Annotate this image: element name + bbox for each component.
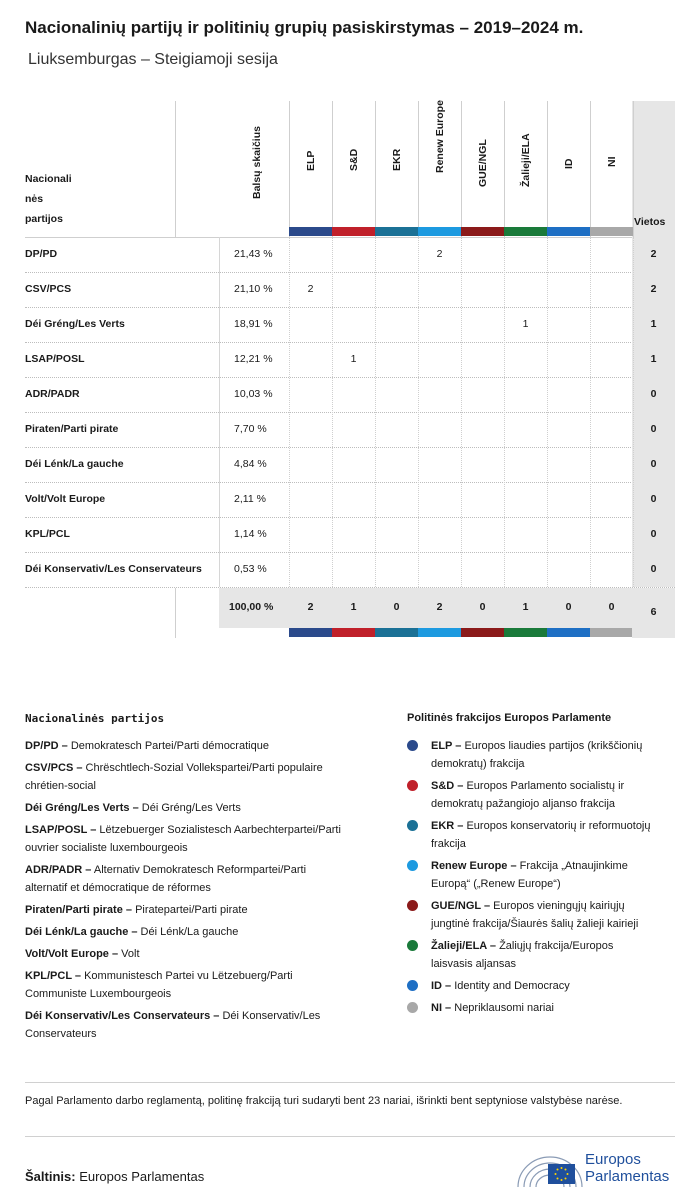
legend-item bbox=[431, 857, 681, 893]
legend-desc: Communiste Luxembourgeois bbox=[25, 988, 172, 1000]
legend-abbr: Déi Gréng/Les Verts – bbox=[25, 802, 139, 814]
vote-share: 21,43 % bbox=[234, 248, 273, 260]
seat-count: 2 bbox=[307, 283, 314, 295]
party-name: DP/PD bbox=[25, 248, 58, 260]
group-color-bar bbox=[375, 227, 418, 236]
votes-header: Balsų skaičius bbox=[251, 126, 263, 199]
legend-desc: frakcija bbox=[431, 838, 466, 850]
source-value: Europos Parlamentas bbox=[79, 1169, 205, 1184]
seats-total: 0 bbox=[632, 552, 675, 587]
vote-share: 10,03 % bbox=[234, 388, 273, 400]
grand-total: 6 bbox=[632, 588, 675, 638]
legend-item bbox=[25, 799, 365, 817]
legend-desc: jungtinė frakcija/Šiaurės šalių žalieji kairieji bbox=[431, 918, 639, 930]
legend-desc: Kommunistesch Partei vu Lëtzebuerg/Parti bbox=[84, 970, 293, 982]
legend-abbr: CSV/PCS – bbox=[25, 762, 83, 774]
legend-desc: Europos vieningųjų kairiųjų bbox=[493, 900, 625, 912]
group-header: NI bbox=[606, 156, 618, 167]
legend-abbr: ID – bbox=[431, 980, 452, 992]
legend-desc: Conservateurs bbox=[25, 1028, 97, 1040]
group-color-dot bbox=[407, 780, 418, 791]
total-votes: 100,00 % bbox=[229, 601, 274, 613]
vote-share: 2,11 % bbox=[234, 493, 266, 505]
group-color-dot bbox=[407, 860, 418, 871]
group-color-bar bbox=[375, 628, 418, 637]
row-divider bbox=[25, 552, 675, 553]
seat-count: 1 bbox=[350, 353, 357, 365]
legend-item bbox=[25, 821, 365, 857]
legend-abbr: Žalieji/ELA – bbox=[431, 940, 497, 952]
group-color-bar bbox=[461, 227, 504, 236]
legend-heading: Politinės frakcijos Europos Parlamente bbox=[407, 712, 612, 724]
row-header-line: Nacionali bbox=[25, 173, 72, 185]
total-seat-count: 2 bbox=[436, 601, 443, 613]
legend-desc: Europą“ („Renew Europe“) bbox=[431, 878, 561, 890]
total-seat-count: 1 bbox=[350, 601, 357, 613]
legend-heading: Nacionalinės partijos bbox=[25, 712, 165, 725]
page-subtitle: Liuksemburgas – Steigiamoji sesija bbox=[28, 51, 278, 68]
column-divider bbox=[375, 237, 376, 587]
legend-abbr: DP/PD – bbox=[25, 740, 68, 752]
row-divider bbox=[25, 307, 675, 308]
legend-abbr: ELP – bbox=[431, 740, 462, 752]
legend-item bbox=[25, 759, 365, 795]
party-name: ADR/PADR bbox=[25, 388, 80, 400]
seats-total: 0 bbox=[632, 377, 675, 412]
group-color-dot bbox=[407, 740, 418, 751]
group-color-dot bbox=[407, 900, 418, 911]
seats-total: 0 bbox=[632, 447, 675, 482]
group-header: GUE/NGL bbox=[477, 139, 489, 187]
column-divider bbox=[547, 237, 548, 587]
row-header-label bbox=[25, 169, 72, 229]
seat-count: 1 bbox=[522, 318, 529, 330]
legend-desc: Europos liaudies partijos (krikščionių bbox=[464, 740, 643, 752]
group-color-bar bbox=[590, 628, 633, 637]
header-divider bbox=[547, 101, 548, 237]
total-seat-count: 0 bbox=[393, 601, 400, 613]
row-divider bbox=[25, 517, 675, 518]
legend-abbr: Volt/Volt Europe – bbox=[25, 948, 119, 960]
legend-desc: Déi Lénk/La gauche bbox=[140, 926, 239, 938]
header-divider bbox=[175, 101, 176, 237]
legend-abbr: Renew Europe – bbox=[431, 860, 517, 872]
vote-share: 7,70 % bbox=[234, 423, 267, 435]
legend-item bbox=[431, 937, 681, 973]
distribution-table bbox=[25, 101, 675, 638]
divider bbox=[25, 1082, 675, 1083]
legend-desc: Lëtzebuerger Sozialistesch Aarbechterpartei/Parti bbox=[99, 824, 341, 836]
legend-abbr: Déi Konservativ/Les Conservateurs – bbox=[25, 1010, 220, 1022]
party-name: Volt/Volt Europe bbox=[25, 493, 106, 505]
seats-total: 0 bbox=[632, 517, 675, 552]
vote-share: 4,84 % bbox=[234, 458, 267, 470]
column-divider bbox=[461, 237, 462, 587]
legend-abbr: KPL/PCL – bbox=[25, 970, 82, 982]
row-divider bbox=[25, 412, 675, 413]
group-color-dot bbox=[407, 980, 418, 991]
legend-desc: Déi Konservativ/Les bbox=[222, 1010, 321, 1022]
group-color-bar bbox=[547, 227, 590, 236]
divider bbox=[25, 1136, 675, 1137]
legend-desc: Nepriklausomi nariai bbox=[454, 1002, 554, 1014]
party-name: Déi Gréng/Les Verts bbox=[25, 318, 125, 330]
row-divider bbox=[25, 377, 675, 378]
legend-item bbox=[431, 999, 681, 1017]
legend-item bbox=[431, 897, 681, 933]
group-color-dot bbox=[407, 940, 418, 951]
legend-item bbox=[431, 817, 681, 853]
seat-count: 2 bbox=[436, 248, 443, 260]
group-color-bar bbox=[418, 227, 461, 236]
legend-item bbox=[431, 777, 681, 813]
legend-abbr: S&D – bbox=[431, 780, 464, 792]
group-color-bar bbox=[332, 227, 375, 236]
legend-desc: alternatif et démocratique de réformes bbox=[25, 882, 211, 894]
legend-desc: demokratų) frakcija bbox=[431, 758, 525, 770]
legend-abbr: EKR – bbox=[431, 820, 464, 832]
column-divider bbox=[418, 237, 419, 587]
legend-desc: Europos konservatorių ir reformuotojų bbox=[466, 820, 651, 832]
header-divider bbox=[461, 101, 462, 237]
group-color-dot bbox=[407, 820, 418, 831]
legend-item bbox=[431, 977, 681, 995]
legend-desc: Chrëschtlech-Sozial Vollekspartei/Parti populaire bbox=[85, 762, 323, 774]
seats-total: 0 bbox=[632, 482, 675, 517]
column-divider bbox=[504, 237, 505, 587]
legend-desc: Déi Gréng/Les Verts bbox=[141, 802, 241, 814]
logo-text bbox=[585, 1151, 669, 1185]
total-seat-count: 1 bbox=[522, 601, 529, 613]
party-name: CSV/PCS bbox=[25, 283, 72, 295]
total-seat-count: 2 bbox=[307, 601, 314, 613]
footnote: Pagal Parlamento darbo reglamentą, politinę frakciją turi sudaryti bent 23 nariai, išrinkti bent septyniose valstybėse narėse. bbox=[25, 1095, 623, 1107]
legend-item bbox=[431, 737, 681, 773]
legend-desc: Žaliųjų frakcija/Europos bbox=[499, 940, 614, 952]
legend-desc: ouvrier socialiste luxembourgeois bbox=[25, 842, 188, 854]
row-header-line: partijos bbox=[25, 213, 63, 225]
legend-desc: laisvasis aljansas bbox=[431, 958, 516, 970]
header-divider bbox=[332, 101, 333, 237]
group-header: ID bbox=[563, 158, 575, 169]
legend-desc: Alternativ Demokratesch Reformpartei/Parti bbox=[93, 864, 307, 876]
group-color-dot bbox=[407, 1002, 418, 1013]
row-divider bbox=[25, 342, 675, 343]
group-header: S&D bbox=[348, 148, 360, 171]
legend-desc: Demokratesch Partei/Parti démocratique bbox=[70, 740, 269, 752]
legend-item bbox=[25, 945, 365, 963]
party-name: Piraten/Parti pirate bbox=[25, 423, 119, 435]
column-divider bbox=[289, 237, 290, 587]
legend-item bbox=[25, 737, 365, 755]
legend-desc: Identity and Democracy bbox=[454, 980, 570, 992]
group-header: ELP bbox=[305, 150, 317, 171]
party-name: KPL/PCL bbox=[25, 528, 70, 540]
legend-abbr: ADR/PADR – bbox=[25, 864, 92, 876]
column-divider bbox=[590, 237, 591, 587]
logo-line: Europos bbox=[585, 1151, 641, 1168]
legend-item bbox=[25, 967, 365, 1003]
column-divider bbox=[219, 237, 220, 587]
group-color-bar bbox=[504, 628, 547, 637]
party-name: Déi Lénk/La gauche bbox=[25, 458, 124, 470]
legend-desc: Europos Parlamento socialistų ir bbox=[466, 780, 625, 792]
row-divider bbox=[25, 272, 675, 273]
source-label: Šaltinis: bbox=[25, 1169, 76, 1184]
legend-item bbox=[25, 1007, 365, 1043]
group-color-bar bbox=[332, 628, 375, 637]
seats-total: 2 bbox=[632, 237, 675, 272]
page-title: Nacionalinių partijų ir politinių grupių pasiskirstymas – 2019–2024 m. bbox=[25, 18, 584, 37]
legend-desc: Piratepartei/Parti pirate bbox=[135, 904, 248, 916]
legend-item bbox=[25, 901, 365, 919]
group-color-bar bbox=[289, 227, 332, 236]
seats-total: 1 bbox=[632, 342, 675, 377]
header-divider bbox=[375, 101, 376, 237]
row-divider bbox=[25, 447, 675, 448]
seats-total: 0 bbox=[632, 412, 675, 447]
legend-abbr: NI – bbox=[431, 1002, 452, 1014]
header-bottom-line bbox=[25, 237, 675, 238]
legend-item bbox=[25, 923, 365, 941]
seats-total: 2 bbox=[632, 272, 675, 307]
header-divider bbox=[418, 101, 419, 237]
row-divider bbox=[25, 482, 675, 483]
legend-desc: chrétien-social bbox=[25, 780, 96, 792]
total-seat-count: 0 bbox=[608, 601, 615, 613]
seats-header: Vietos bbox=[634, 216, 666, 228]
seats-total: 1 bbox=[632, 307, 675, 342]
legend-abbr: Déi Lénk/La gauche – bbox=[25, 926, 138, 938]
party-name: Déi Konservativ/Les Conservateurs bbox=[25, 563, 202, 575]
column-divider bbox=[633, 237, 634, 587]
legend-desc: Volt bbox=[121, 948, 140, 960]
group-header: Žalieji/ELA bbox=[520, 133, 532, 187]
header-divider bbox=[590, 101, 591, 237]
party-name: LSAP/POSL bbox=[25, 353, 85, 365]
header-divider bbox=[175, 588, 176, 638]
group-color-bar bbox=[547, 628, 590, 637]
legend-abbr: LSAP/POSL – bbox=[25, 824, 97, 836]
group-header: Renew Europe bbox=[434, 100, 446, 173]
vote-share: 18,91 % bbox=[234, 318, 273, 330]
group-color-bar bbox=[504, 227, 547, 236]
legend-desc: demokratų pažangiojo aljanso frakcija bbox=[431, 798, 616, 810]
vote-share: 12,21 % bbox=[234, 353, 273, 365]
total-seat-count: 0 bbox=[479, 601, 486, 613]
vote-share: 0,53 % bbox=[234, 563, 267, 575]
vote-share: 21,10 % bbox=[234, 283, 273, 295]
group-header: EKR bbox=[391, 148, 403, 171]
vote-share: 1,14 % bbox=[234, 528, 267, 540]
source-line bbox=[25, 1169, 204, 1184]
total-seat-count: 0 bbox=[565, 601, 572, 613]
legend-desc: Frakcija „Atnaujinkime bbox=[519, 860, 628, 872]
logo-line: Parlamentas bbox=[585, 1168, 670, 1185]
group-color-bar bbox=[418, 628, 461, 637]
row-header-line: nės bbox=[25, 193, 44, 205]
column-divider bbox=[332, 237, 333, 587]
group-color-bar bbox=[590, 227, 633, 236]
group-color-bar bbox=[461, 628, 504, 637]
legend-abbr: Piraten/Parti pirate – bbox=[25, 904, 132, 916]
header-divider bbox=[289, 101, 290, 237]
legend-abbr: GUE/NGL – bbox=[431, 900, 491, 912]
group-color-bar bbox=[289, 628, 332, 637]
header-divider bbox=[504, 101, 505, 237]
legend-item bbox=[25, 861, 365, 897]
